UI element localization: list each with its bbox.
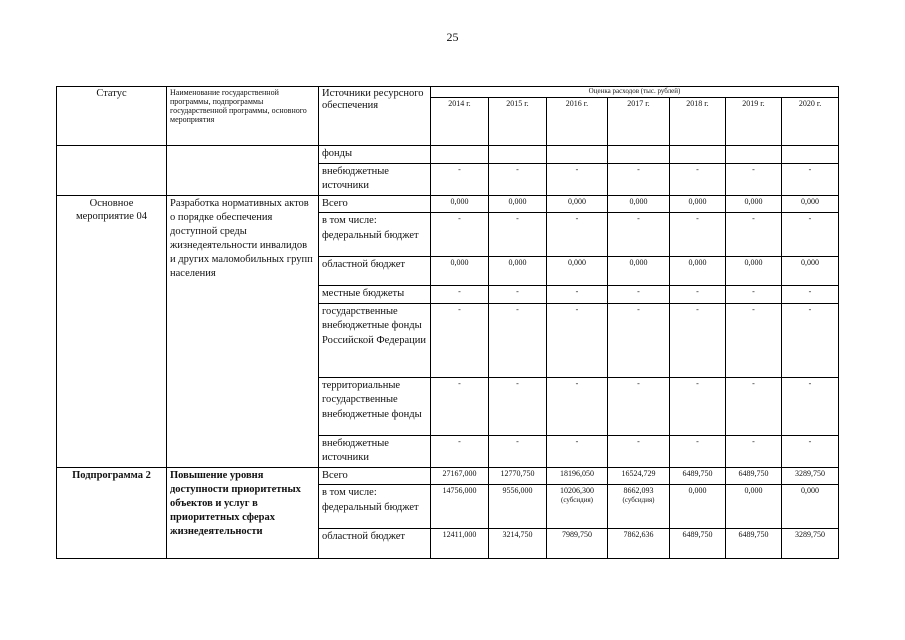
value-cell: - xyxy=(608,435,670,467)
source-cell: местные бюджеты xyxy=(319,286,431,304)
value-cell: 0,000 xyxy=(608,257,670,286)
value-cell: 6489,750 xyxy=(726,467,782,485)
status-cell: Подпрограмма 2 xyxy=(57,467,167,559)
value-text: 0,000 xyxy=(688,486,707,495)
value-cell: 0,000 xyxy=(726,195,782,213)
value-cell: - xyxy=(726,163,782,195)
status-cell xyxy=(57,146,167,196)
value-cell xyxy=(782,485,839,529)
value-cell: 6489,750 xyxy=(670,467,726,485)
value-cell xyxy=(670,146,726,164)
value-cell: 16524,729 xyxy=(608,467,670,485)
value-cell: - xyxy=(547,435,608,467)
value-cell: - xyxy=(547,377,608,435)
year-header: 2015 г. xyxy=(489,98,547,146)
value-cell: 6489,750 xyxy=(726,529,782,559)
value-cell: - xyxy=(726,286,782,304)
value-cell: - xyxy=(608,377,670,435)
value-cell: - xyxy=(431,377,489,435)
value-cell xyxy=(547,146,608,164)
value-cell: - xyxy=(489,435,547,467)
value-cell: 0,000 xyxy=(431,257,489,286)
source-cell: в том числе: федеральный бюджет xyxy=(319,485,431,529)
value-cell: - xyxy=(547,163,608,195)
value-text: 0,000 xyxy=(744,486,763,495)
value-cell: 12411,000 xyxy=(431,529,489,559)
year-header: 2019 г. xyxy=(726,98,782,146)
source-cell: в том числе: федеральный бюджет xyxy=(319,213,431,257)
value-cell: - xyxy=(489,303,547,377)
value-cell: - xyxy=(782,435,839,467)
source-cell: государственные внебюджетные фонды Российской Федерации xyxy=(319,303,431,377)
value-cell: 0,000 xyxy=(670,195,726,213)
value-cell: - xyxy=(782,303,839,377)
name-cell: Повышение уровня доступности приоритетных объектов и услуг в приоритетных сферах жизнедеятельности xyxy=(167,467,319,559)
value-cell: - xyxy=(670,213,726,257)
value-text: 10206,300 xyxy=(560,486,594,495)
table-row xyxy=(57,146,839,164)
value-text: 0,000 xyxy=(801,486,819,495)
value-cell: - xyxy=(726,435,782,467)
value-cell: 12770,750 xyxy=(489,467,547,485)
value-cell: - xyxy=(608,213,670,257)
value-cell: - xyxy=(782,213,839,257)
table-row xyxy=(57,195,839,213)
value-text: 9556,000 xyxy=(502,486,533,495)
value-cell: - xyxy=(782,377,839,435)
value-cell xyxy=(608,485,670,529)
value-cell: - xyxy=(670,435,726,467)
value-cell: - xyxy=(431,163,489,195)
value-cell: 0,000 xyxy=(489,195,547,213)
source-cell: Всего xyxy=(319,467,431,485)
source-cell: фонды xyxy=(319,146,431,164)
value-cell xyxy=(670,485,726,529)
source-cell: Всего xyxy=(319,195,431,213)
value-cell: - xyxy=(726,377,782,435)
value-cell: 3289,750 xyxy=(782,467,839,485)
value-cell: - xyxy=(547,303,608,377)
value-cell: 0,000 xyxy=(608,195,670,213)
value-cell xyxy=(726,146,782,164)
page-number: 25 xyxy=(446,30,459,44)
value-cell: - xyxy=(431,213,489,257)
value-note: (субсидия) xyxy=(560,496,594,504)
source-cell: областной бюджет xyxy=(319,529,431,559)
value-note: (субсидия) xyxy=(622,496,655,504)
value-cell: - xyxy=(782,163,839,195)
value-cell: - xyxy=(431,435,489,467)
value-cell: 3214,750 xyxy=(489,529,547,559)
budget-table xyxy=(56,86,839,559)
value-cell: - xyxy=(489,213,547,257)
value-cell: 27167,000 xyxy=(431,467,489,485)
value-cell: - xyxy=(608,303,670,377)
value-text: 8662,093 xyxy=(623,486,654,495)
status-cell: Основное мероприятие 04 xyxy=(57,195,167,467)
year-header: 2017 г. xyxy=(608,98,670,146)
value-cell: 0,000 xyxy=(670,257,726,286)
header-estimate: Оценка расходов (тыс. рублей) xyxy=(431,87,839,98)
value-cell: 7989,750 xyxy=(547,529,608,559)
source-cell: внебюджетные источники xyxy=(319,435,431,467)
source-cell: территориальные государственные внебюджетные фонды xyxy=(319,377,431,435)
value-cell: - xyxy=(782,286,839,304)
value-cell: - xyxy=(670,303,726,377)
header-name: Наименование государственной программы, подпрограммы государственной программы, основного мероприятия xyxy=(167,87,319,146)
value-cell: - xyxy=(670,163,726,195)
value-cell xyxy=(489,485,547,529)
value-cell xyxy=(431,146,489,164)
value-cell xyxy=(726,485,782,529)
year-header: 2014 г. xyxy=(431,98,489,146)
value-cell: - xyxy=(489,163,547,195)
value-cell: 0,000 xyxy=(726,257,782,286)
value-cell xyxy=(489,146,547,164)
year-header: 2016 г. xyxy=(547,98,608,146)
value-cell: 0,000 xyxy=(431,195,489,213)
value-cell xyxy=(782,146,839,164)
name-cell: Разработка нормативных актов о порядке обеспечения доступной среды жизнедеятельности инвалидов и других маломобильных групп населения xyxy=(167,195,319,467)
value-cell: 0,000 xyxy=(547,195,608,213)
value-cell: - xyxy=(489,286,547,304)
value-cell xyxy=(547,485,608,529)
year-header: 2018 г. xyxy=(670,98,726,146)
value-cell: 0,000 xyxy=(489,257,547,286)
value-cell: - xyxy=(608,163,670,195)
source-cell: внебюджетные источники xyxy=(319,163,431,195)
value-cell: - xyxy=(726,303,782,377)
value-cell: 3289,750 xyxy=(782,529,839,559)
year-header: 2020 г. xyxy=(782,98,839,146)
value-cell: 0,000 xyxy=(782,257,839,286)
value-cell xyxy=(431,485,489,529)
value-cell: 6489,750 xyxy=(670,529,726,559)
value-cell: - xyxy=(670,377,726,435)
value-cell: - xyxy=(431,286,489,304)
header-sources: Источники ресурсного обеспечения xyxy=(319,87,431,146)
value-cell: - xyxy=(489,377,547,435)
value-cell: 0,000 xyxy=(782,195,839,213)
value-cell: - xyxy=(670,286,726,304)
value-cell: - xyxy=(608,286,670,304)
value-cell: 18196,050 xyxy=(547,467,608,485)
value-cell xyxy=(608,146,670,164)
table-row xyxy=(57,467,839,485)
value-cell: - xyxy=(726,213,782,257)
value-cell: - xyxy=(431,303,489,377)
value-cell: - xyxy=(547,213,608,257)
value-cell: - xyxy=(547,286,608,304)
source-cell: областной бюджет xyxy=(319,257,431,286)
name-cell xyxy=(167,146,319,196)
value-cell: 0,000 xyxy=(547,257,608,286)
header-status: Статус xyxy=(57,87,167,146)
value-text: 14756,000 xyxy=(442,486,477,495)
value-cell: 7862,636 xyxy=(608,529,670,559)
